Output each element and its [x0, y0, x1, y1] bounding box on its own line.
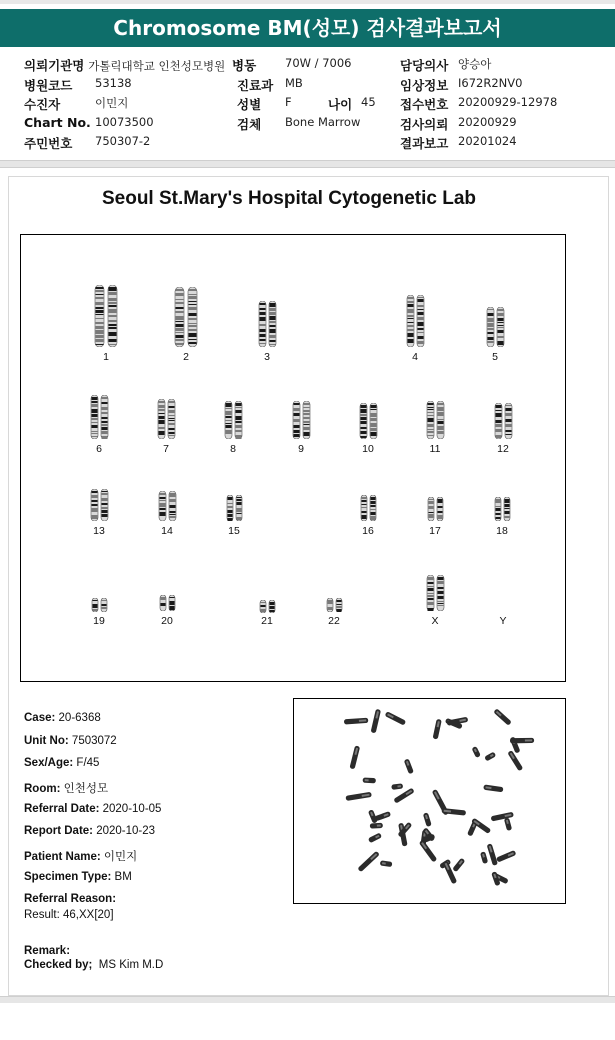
hdr-doctor: 담당의사 양승아	[400, 57, 492, 73]
karyogram	[20, 234, 566, 682]
unit-no-field: Unit No: 7503072	[24, 735, 117, 747]
chromosome-label: 12	[497, 443, 509, 455]
chromosome-label: 10	[362, 443, 374, 455]
chromosome-pair-13	[86, 489, 112, 525]
hdr-age: 나이 45	[328, 95, 376, 112]
chromosome-label: 18	[496, 525, 508, 537]
case-field: Case: 20-6368	[24, 712, 101, 724]
chromosome-label: 6	[96, 443, 102, 455]
hdr-institution: 의뢰기관명 가톨릭대학교 인천성모병원	[24, 58, 226, 73]
chromosome-label: Y	[499, 615, 507, 627]
room-field: Room: 인천성모	[24, 783, 109, 795]
chromosome-pair-8	[220, 401, 246, 443]
hdr-chart-no: Chart No. 10073500	[24, 115, 154, 130]
chromosome-label: 11	[429, 443, 441, 455]
chromosome-pair-20	[156, 595, 178, 615]
hdr-clinical-info: 임상정보 I672R2NV0	[400, 76, 523, 93]
chromosome-label: 20	[161, 615, 173, 627]
chromosome-pair-15	[222, 495, 246, 525]
referral-date-field: Referral Date: 2020-10-05	[24, 803, 162, 815]
chromosome-pair-9	[288, 401, 314, 443]
chromosome-label: 9	[298, 443, 304, 455]
chromosome-pair-18	[490, 497, 514, 525]
hdr-report-date: 결과보고 20201024	[400, 134, 517, 151]
hdr-request-date: 검사의뢰 20200929	[400, 115, 517, 132]
chromosome-pair-3	[253, 301, 281, 351]
metaphase-image-frame	[293, 698, 566, 904]
chromosome-pair-x	[422, 575, 448, 615]
chromosome-pair-11	[422, 401, 448, 443]
sex-age-field: Sex/Age: F/45	[24, 757, 100, 769]
lab-title: Seoul St.Mary's Hospital Cytogenetic Lab	[101, 188, 477, 209]
specimen-type-field: Specimen Type: BM	[24, 871, 132, 883]
chromosome-label: 8	[230, 443, 236, 455]
chromosome-label: 13	[93, 525, 105, 537]
hdr-patient: 수진자 이민지	[24, 96, 129, 112]
chromosome-pair-2	[169, 287, 203, 351]
metaphase-spread-image	[294, 699, 564, 902]
hdr-sex: 성별 F	[237, 95, 292, 112]
chromosome-pair-19	[88, 597, 110, 616]
hdr-hospital-code: 병원코드 53138	[24, 76, 132, 93]
patient-name-field: Patient Name: 이민지	[24, 851, 138, 863]
chromosome-pair-6	[86, 395, 112, 443]
chromosome-label: 5	[492, 351, 498, 363]
chromosome-pair-1	[89, 285, 123, 351]
chromosome-pair-4	[401, 295, 429, 351]
report-date-field: Report Date: 2020-10-23	[24, 825, 156, 837]
chromosome-label: X	[431, 615, 439, 627]
hdr-department: 진료과 MB	[237, 76, 303, 93]
footer-separator	[0, 996, 615, 1003]
chromosome-pair-14	[154, 491, 180, 525]
chromosome-label: 3	[264, 351, 270, 363]
chromosome-label: 22	[328, 615, 340, 627]
chromosome-pair-5	[482, 307, 508, 351]
checked-by-field: Checked by; MS Kim M.D	[24, 959, 164, 971]
result-field: Result: 46,XX[20]	[24, 909, 114, 921]
hdr-specimen: 검체 Bone Marrow	[237, 115, 361, 132]
chromosome-pair-16	[356, 495, 380, 525]
chromosome-label: 1	[103, 351, 109, 363]
report-title: Chromosome BM(성모) 검사결과보고서	[0, 9, 615, 47]
chromosome-pair-7	[153, 399, 179, 443]
chromosome-pair-10	[355, 403, 381, 443]
chromosome-label: 15	[228, 525, 240, 537]
hdr-ward: 병동 70W / 7006	[232, 56, 352, 73]
chromosome-label: 4	[412, 351, 418, 363]
chromosome-label: 16	[362, 525, 374, 537]
hdr-resident-no: 주민번호 750307-2	[24, 134, 151, 151]
hdr-receipt-no: 접수번호 20200929-12978	[400, 95, 558, 112]
chromosome-label: 19	[93, 615, 105, 627]
chromosome-label: 7	[163, 443, 169, 455]
chromosome-pair-17	[423, 497, 447, 525]
chromosome-label: 14	[161, 525, 173, 537]
referral-reason-field: Referral Reason:	[24, 893, 117, 905]
header-separator	[0, 160, 615, 168]
remark-field: Remark:	[24, 945, 71, 957]
chromosome-label: 21	[261, 615, 273, 627]
chromosome-pair-12	[490, 403, 516, 443]
chromosome-label: 17	[429, 525, 441, 537]
chromosome-label: 2	[183, 351, 189, 363]
chromosome-pair-22	[323, 597, 345, 616]
top-rule	[0, 0, 615, 4]
